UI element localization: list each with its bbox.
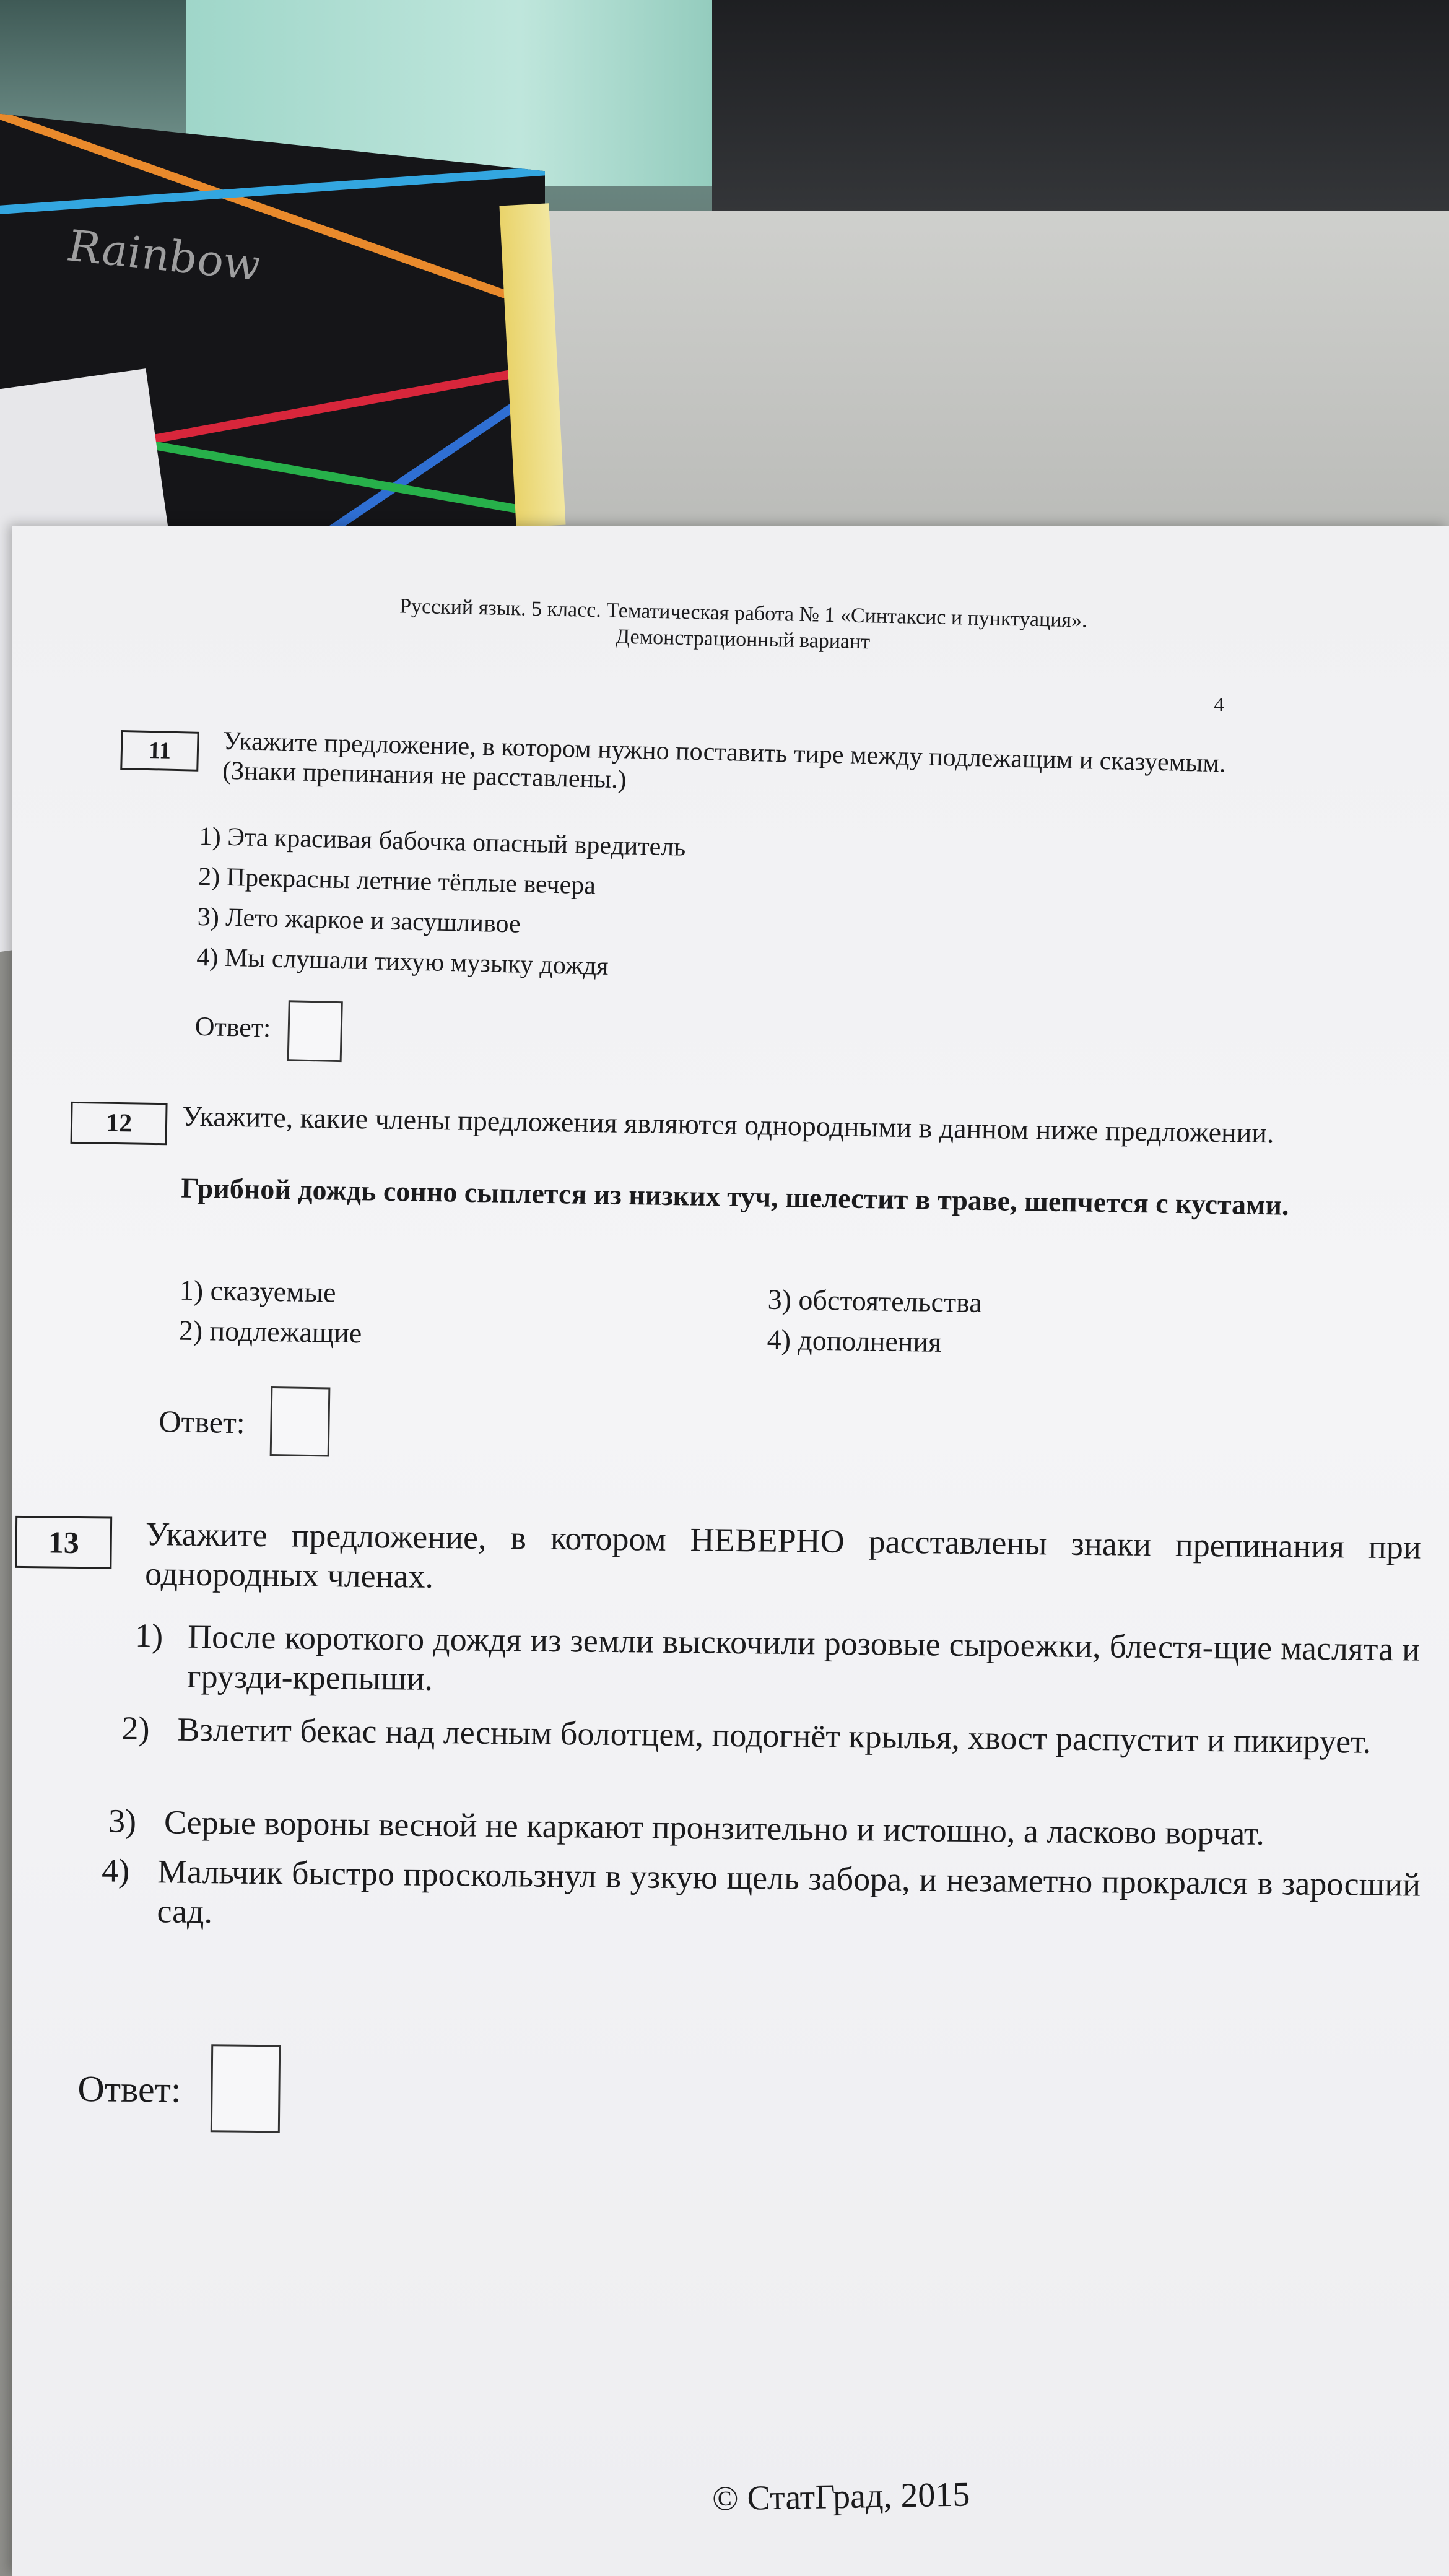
- task-question: Укажите предложение, в котором НЕВЕРНО расставлены знаки препинания при однородных членах.: [144, 1515, 1422, 1595]
- option-1: 1) Эта красивая бабочка опасный вредитель: [199, 822, 686, 862]
- page-header: [309, 591, 1177, 661]
- task-number-box: 13: [15, 1516, 112, 1569]
- option-4-text: Мальчик быстро проскользнул в узкую щель забора, и незаметно прокрался в заросший сад.: [157, 1853, 1421, 1931]
- answer-label: Ответ:: [194, 1011, 271, 1043]
- option-2-text: Взлетит бекас над лесным болотцем, подогнёт крылья, хвост распустит и пикирует.: [177, 1710, 1372, 1760]
- exam-sheet: [12, 526, 1449, 2576]
- task-sentence: Грибной дождь сонно сыплется из низких туч, шелестит в траве, шепчется с кустами.: [181, 1172, 1289, 1221]
- option-4-number: 4): [101, 1852, 130, 1889]
- option-3: 3) Лето жаркое и засушливое: [197, 902, 521, 939]
- option-1-text: После короткого дождя из земли выскочили розовые сыроежки, блестя-щие маслята и грузди-крепыши.: [187, 1617, 1421, 1697]
- task-number-box: 11: [120, 730, 199, 772]
- background-dark-object: [712, 0, 1449, 223]
- option-2: 2) Прекрасны летние тёплые вечера: [198, 862, 596, 900]
- header-subtitle: Демонстрационный вариант: [615, 625, 871, 654]
- answer-box[interactable]: [270, 1386, 331, 1456]
- option-3-number: 3): [108, 1802, 137, 1840]
- answer-label: Ответ:: [159, 1404, 246, 1440]
- option-4: 4) дополнения: [767, 1323, 942, 1358]
- answer-box[interactable]: [287, 1000, 343, 1062]
- option-3: 3) обстоятельства: [767, 1283, 983, 1318]
- notebook-title: Rainbow: [68, 220, 261, 291]
- task-number-box: 12: [71, 1102, 168, 1145]
- task-13: [0, 1510, 1449, 2144]
- answer-label: Ответ:: [77, 2068, 181, 2110]
- task-question: Укажите предложение, в котором нужно поставить тире между подлежащим и сказуемым. (Знаки препинания не расставлены.): [222, 726, 1227, 794]
- answer-box[interactable]: [211, 2044, 281, 2133]
- option-1: 1) сказуемые: [179, 1274, 336, 1308]
- copyright-footer: © СтатГрад, 2015: [711, 2475, 970, 2518]
- option-2: 2) подлежащие: [178, 1314, 362, 1349]
- page-number: 4: [1214, 694, 1224, 716]
- option-4: 4) Мы слушали тихую музыку дождя: [196, 942, 609, 981]
- option-3-text: Серые вороны весной не каркают пронзительно и истошно, а ласково ворчат.: [163, 1803, 1265, 1853]
- option-1-number: 1): [134, 1616, 163, 1655]
- task-question: Укажите, какие члены предложения являются однородными в данном ниже предложении.: [181, 1100, 1274, 1149]
- task-12: [53, 1092, 1359, 1484]
- header-title: Русский язык. 5 класс. Тематическая работа № 1 «Синтаксис и пунктуация».: [399, 594, 1088, 632]
- desk-surface: [533, 211, 1449, 557]
- option-2-number: 2): [121, 1709, 150, 1747]
- task-11: [102, 718, 1285, 1066]
